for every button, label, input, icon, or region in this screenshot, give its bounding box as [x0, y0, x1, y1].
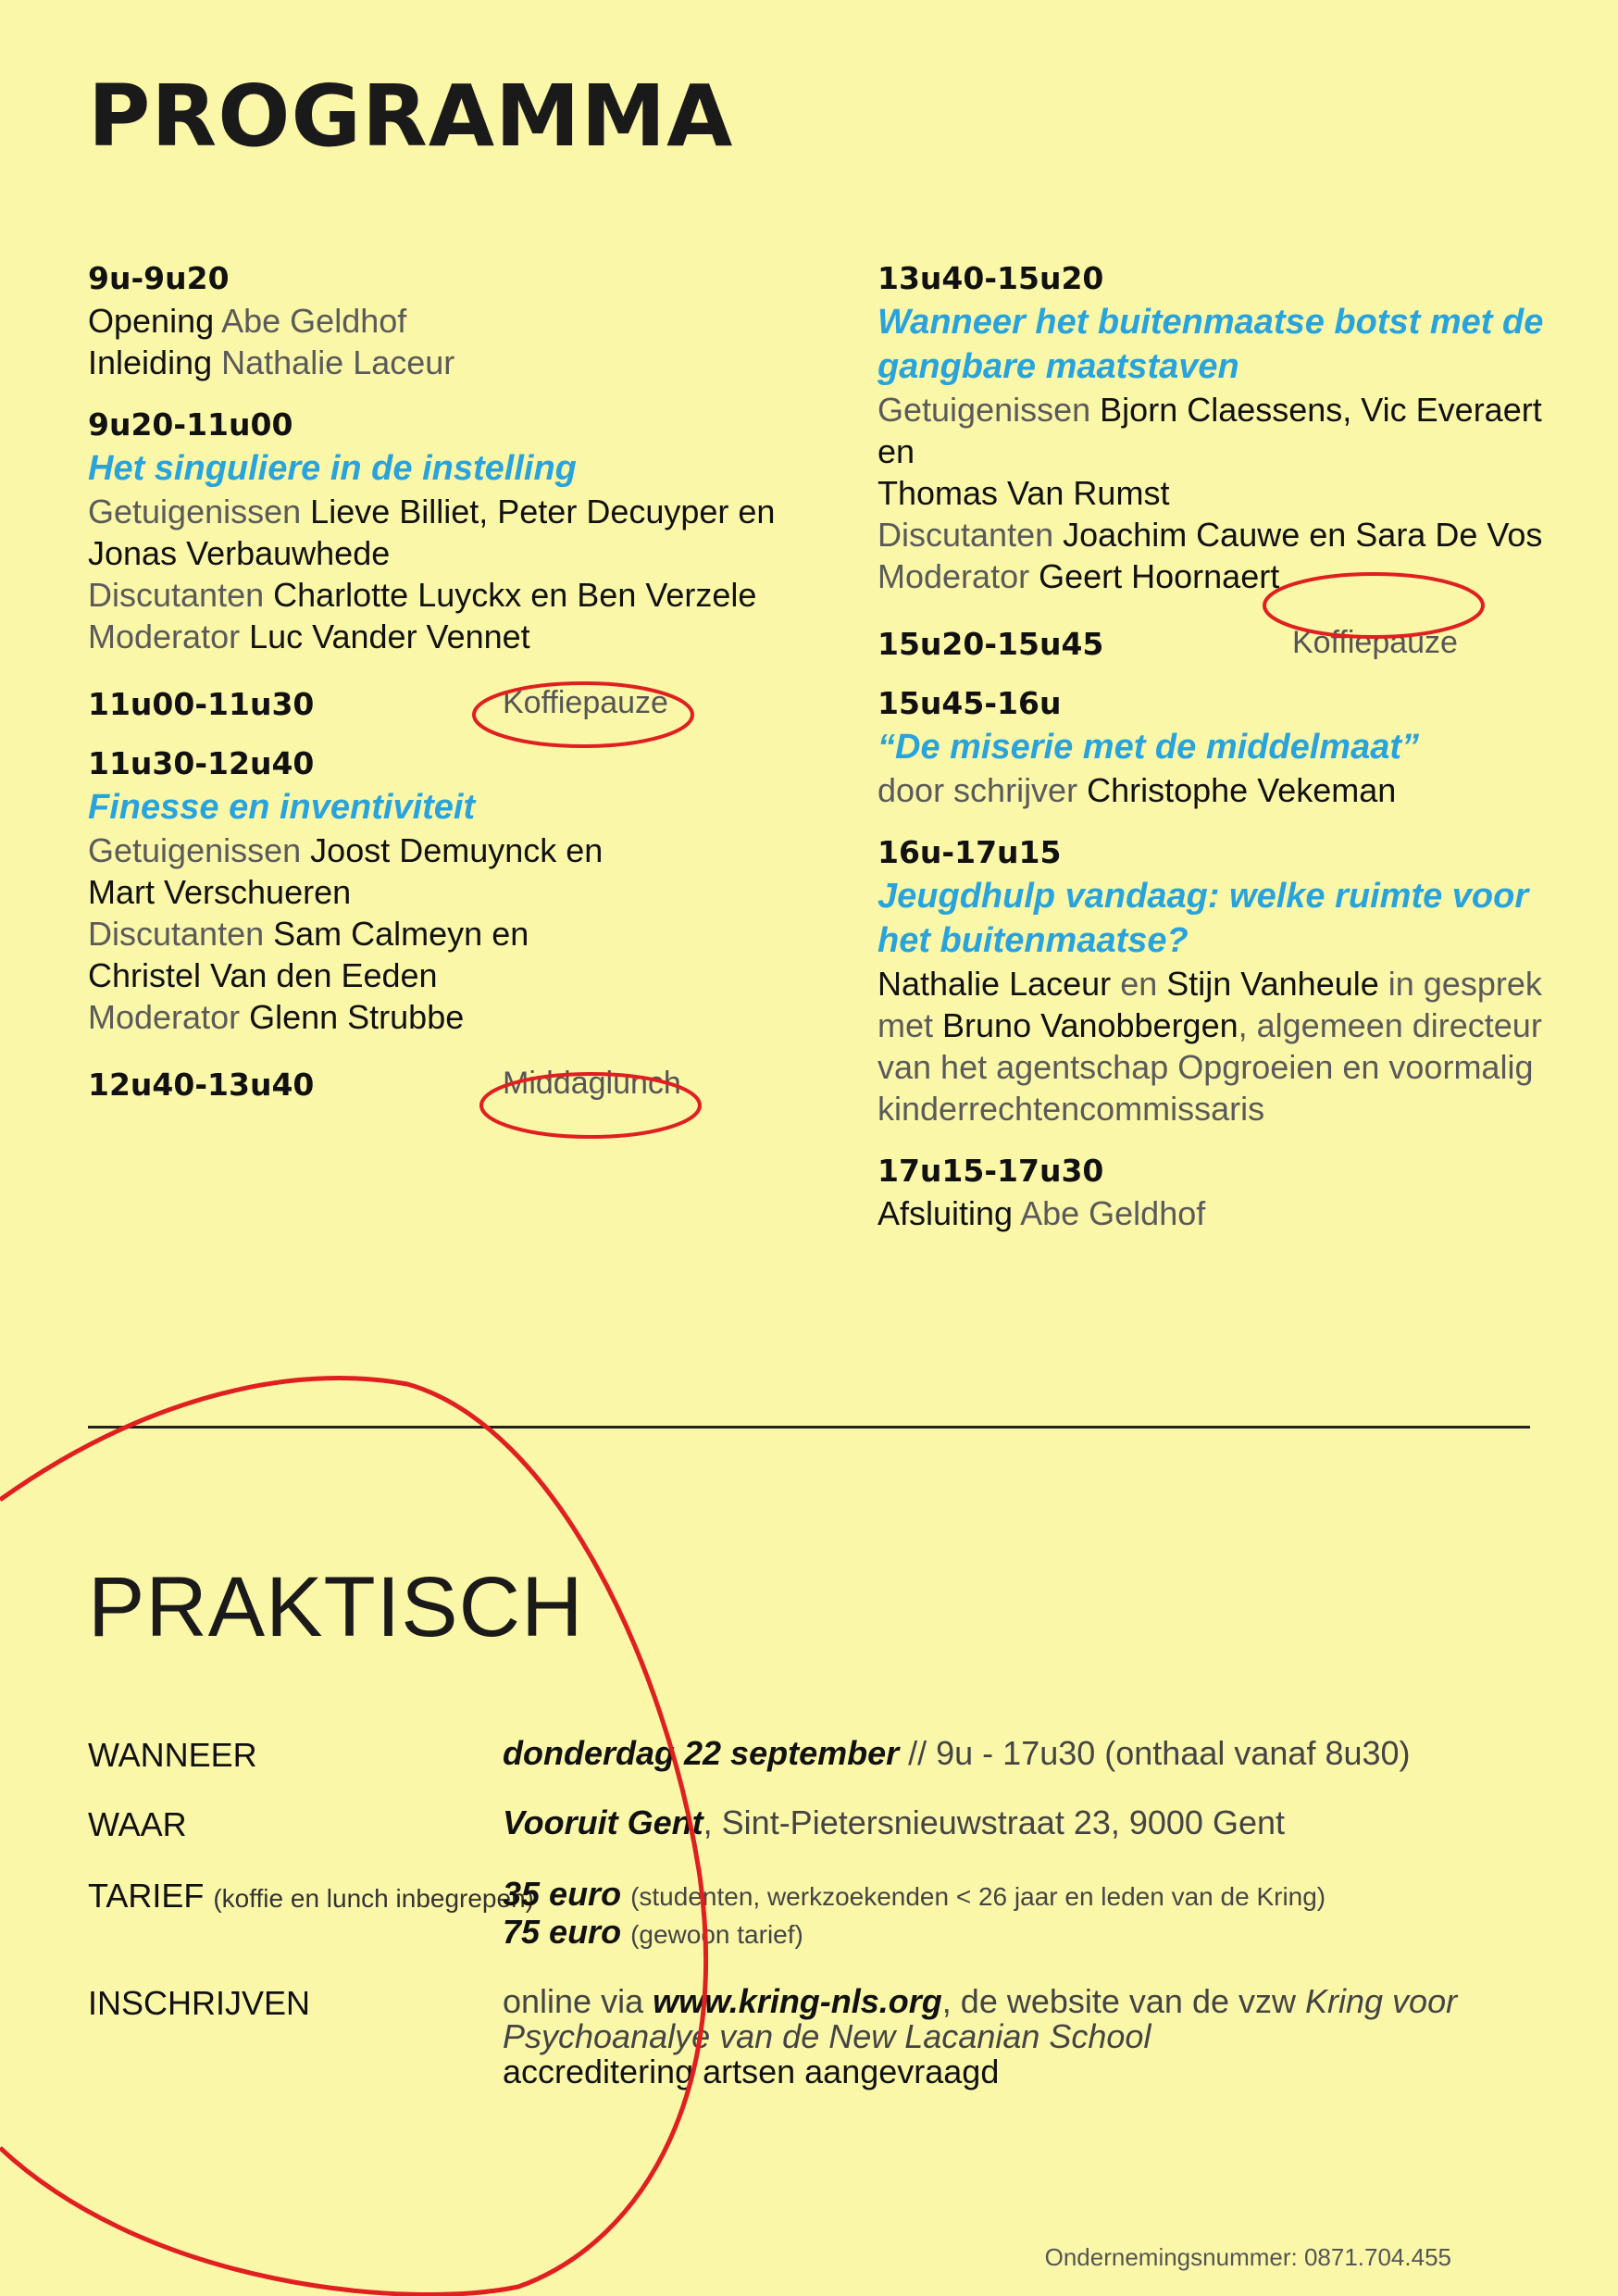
- session-topic: Het singuliere in de instelling: [88, 449, 577, 488]
- time-slot: 9u20-11u00: [88, 406, 293, 443]
- session-topic: “De miserie met de middelmaat”: [877, 728, 1419, 767]
- time-slot: 15u45-16u: [877, 685, 1062, 721]
- text: en: [1120, 965, 1158, 1003]
- program-item: [877, 257, 1544, 597]
- program-item: [88, 742, 791, 1038]
- person-names: Sam Calmeyn en: [273, 915, 529, 953]
- date-text: donderdag 22 september: [503, 1734, 900, 1772]
- program-item: [877, 1150, 1544, 1234]
- venue-text: Vooruit Gent: [503, 1803, 703, 1841]
- role-label: Moderator: [88, 618, 241, 655]
- person-name: Nathalie Laceur: [877, 965, 1112, 1003]
- time-slot: 13u40-15u20: [877, 260, 1104, 296]
- person-names: Charlotte Luyckx en Ben Verzele: [273, 576, 757, 614]
- time-slot: 17u15-17u30: [877, 1153, 1104, 1189]
- time-slot: 11u00-11u30: [88, 686, 315, 722]
- person-name: Geert Hoornaert: [1039, 557, 1280, 595]
- person-name: Nathalie Laceur: [221, 343, 455, 381]
- tarief-note: (koffie en lunch inbegrepen): [213, 1884, 534, 1913]
- info-label: [88, 1877, 534, 1915]
- text: in gesprek: [1388, 965, 1542, 1003]
- section-divider: [88, 1426, 1530, 1429]
- role-label: Discutanten: [88, 576, 265, 614]
- person-names: Mart Verschueren: [88, 873, 352, 911]
- pause-label: Middaglunch: [503, 1066, 681, 1101]
- person-names: Thomas Van Rumst: [877, 474, 1170, 512]
- company-number: Ondernemingsnummer: 0871.704.455: [1044, 2243, 1451, 2271]
- role-label: Moderator: [88, 998, 241, 1036]
- time-slot: 16u-17u15: [877, 834, 1062, 870]
- pause-item: [877, 618, 1544, 673]
- session-topic: gangbare maatstaven: [877, 347, 1239, 386]
- role-label: Afsluiting: [877, 1194, 1014, 1232]
- pause-item: [88, 1058, 791, 1114]
- price: 75 euro: [503, 1913, 622, 1951]
- time-slot: 9u-9u20: [88, 260, 230, 296]
- role-label: Inleiding: [88, 343, 213, 381]
- role-label: Moderator: [877, 557, 1030, 595]
- role-label: Opening: [88, 302, 215, 340]
- session-topic: Finesse en inventiviteit: [88, 788, 476, 827]
- text: online via: [503, 1982, 653, 2020]
- role-label: Getuigenissen: [88, 493, 302, 530]
- session-topic: Wanneer het buitenmaatse botst met de: [877, 303, 1544, 342]
- info-value: [503, 1984, 1457, 2090]
- text: , algemeen directeur: [1238, 1006, 1542, 1044]
- time-text: // 9u - 17u30 (onthaal vanaf 8u30): [899, 1734, 1411, 1772]
- website-link[interactable]: www.kring-nls.org: [653, 1982, 942, 2020]
- section-title-praktisch: PRAKTISCH: [88, 1560, 584, 1654]
- time-slot: 12u40-13u40: [88, 1067, 315, 1103]
- role-label: Getuigenissen: [877, 391, 1091, 429]
- program-item: [877, 682, 1544, 811]
- person-names: Bjorn Claessens, Vic Everaert en: [877, 391, 1542, 470]
- program-item: [877, 831, 1544, 1129]
- session-topic: het buitenmaatse?: [877, 921, 1189, 960]
- person-name: Luc Vander Vennet: [249, 618, 530, 655]
- person-names: Lieve Billiet, Peter Decuyper en: [310, 493, 776, 530]
- text: Psychoanalye van de New Lacanian School: [503, 2017, 1151, 2055]
- text: , de website van de vzw: [941, 1982, 1305, 2020]
- time-slot: 11u30-12u40: [88, 745, 315, 781]
- pause-label: Koffiepauze: [503, 685, 668, 720]
- role-label: Getuigenissen: [88, 831, 302, 869]
- info-value: [503, 1736, 1411, 1771]
- accreditation-note: accreditering artsen aangevraagd: [503, 2053, 1000, 2090]
- person-name: Glenn Strubbe: [249, 998, 465, 1036]
- info-label: WAAR: [88, 1805, 187, 1843]
- text: kinderrechtencommissaris: [877, 1090, 1265, 1128]
- page-title: PROGRAMMA: [88, 67, 734, 166]
- person-name: Christophe Vekeman: [1087, 771, 1397, 809]
- person-name: Abe Geldhof: [1020, 1194, 1206, 1232]
- price-note: (studenten, werkzoekenden < 26 jaar en leden van de Kring): [630, 1882, 1326, 1911]
- program-left-column: [88, 257, 791, 1114]
- info-value: [503, 1877, 1326, 1953]
- person-names: Jonas Verbauwhede: [88, 534, 391, 572]
- price-note: (gewoon tarief): [630, 1920, 803, 1949]
- text: met: [877, 1006, 934, 1044]
- pause-item: [88, 678, 791, 733]
- time-slot: 15u20-15u45: [877, 626, 1104, 662]
- info-label: WANNEER: [88, 1736, 257, 1774]
- role-label: Discutanten: [877, 516, 1054, 554]
- info-label: INSCHRIJVEN: [88, 1984, 311, 2022]
- role-label: Discutanten: [88, 915, 265, 953]
- address-text: , Sint-Pietersnieuwstraat 23, 9000 Gent: [703, 1803, 1286, 1841]
- person-names: Joost Demuynck en: [310, 831, 604, 869]
- text: Kring voor: [1305, 1982, 1458, 2020]
- role-label: door schrijver: [877, 771, 1078, 809]
- person-names: Christel Van den Eeden: [88, 956, 438, 994]
- session-topic: Jeugdhulp vandaag: welke ruimte voor: [877, 877, 1529, 916]
- info-value: [503, 1805, 1285, 1841]
- text: van het agentschap Opgroeien en voormalig: [877, 1048, 1534, 1086]
- person-names: Joachim Cauwe en Sara De Vos: [1063, 516, 1543, 554]
- person-name: Bruno Vanobbergen: [942, 1006, 1238, 1044]
- pause-label: Koffiepauze: [1292, 625, 1458, 660]
- program-right-column: [877, 257, 1544, 1254]
- person-name: Stijn Vanheule: [1166, 965, 1379, 1003]
- program-item: [88, 257, 791, 383]
- program-item: [88, 404, 791, 657]
- person-name: Abe Geldhof: [221, 302, 407, 340]
- price: 35 euro: [503, 1875, 622, 1913]
- tarief-label: TARIEF: [88, 1877, 205, 1915]
